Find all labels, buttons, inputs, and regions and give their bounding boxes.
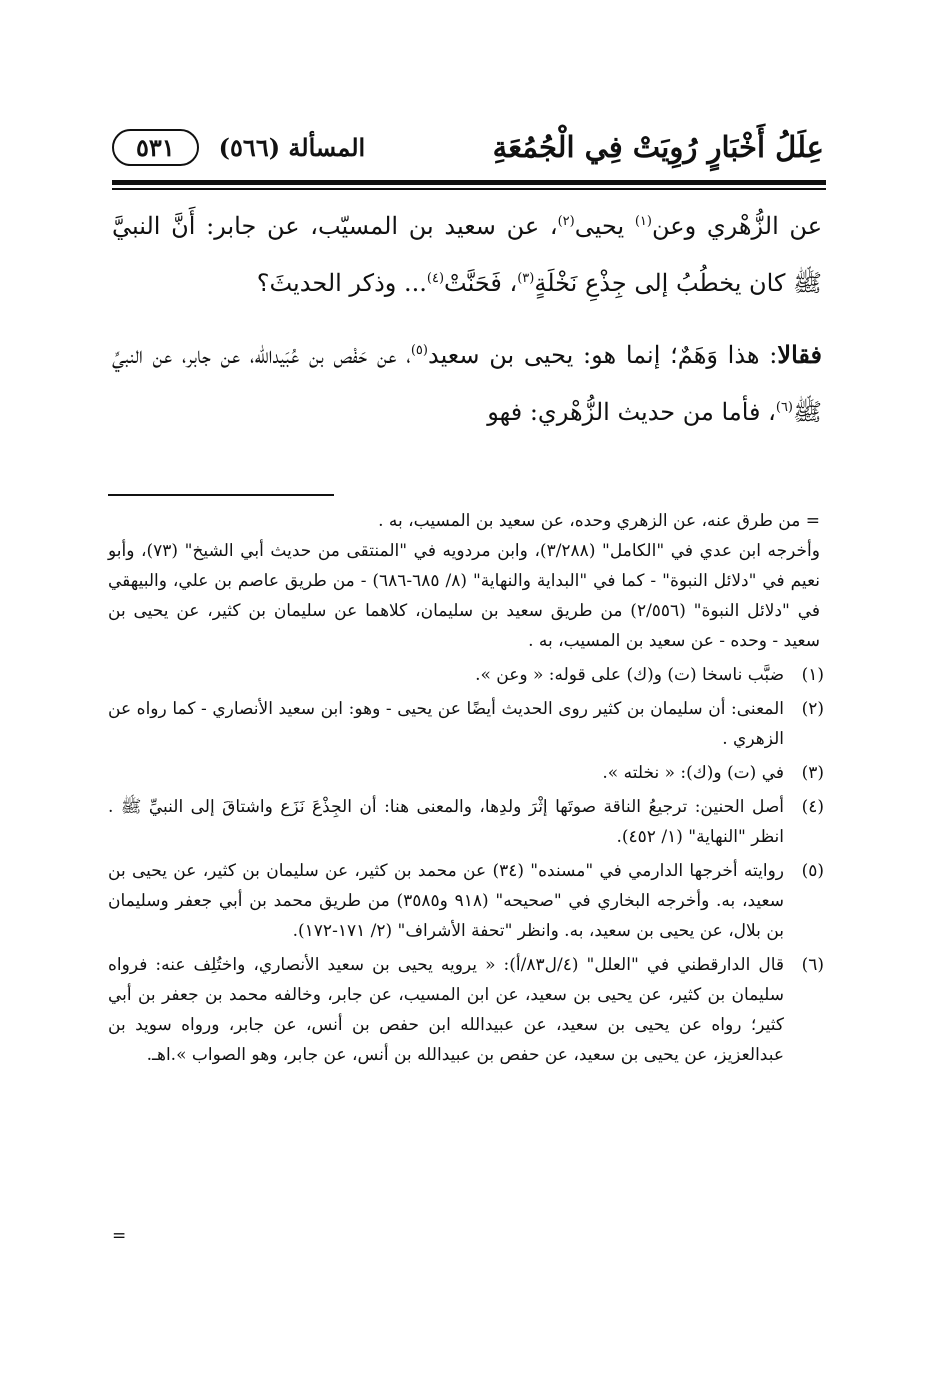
- footnote-ref-6: (٦): [775, 400, 793, 415]
- footnote-divider: [108, 494, 334, 496]
- footnote-4: [108, 792, 824, 852]
- header-rule-thick: [112, 180, 826, 185]
- text-run: ، عن سعيد بن المسيّب، عن جابر: أَنَّ النبيَّ ﷺ كان يخطُبُ إلى جِذْعِ نَخْلَةٍ: [112, 212, 822, 297]
- footnote-text: ضبَّب ناسخا (ت) و(ك) على قوله: « وعن ».: [475, 665, 784, 685]
- header-rule-thin: [112, 188, 826, 190]
- book-title: عِلَلُ أَخْبَارٍ رُوِيَتْ فِي الْجُمُعَةِ: [492, 130, 824, 164]
- footnote-3: [108, 758, 824, 788]
- footnote-5: [108, 856, 824, 946]
- footnote-ref-3: (٣): [517, 271, 535, 286]
- speaker-lead: فقالا: [777, 340, 822, 369]
- footnote-text: في (ت) و(ك): « نخلته ».: [602, 763, 784, 783]
- main-text: [112, 198, 822, 441]
- footnote-number: (٥): [801, 861, 824, 881]
- text-run: عن الزُّهْري وعن: [651, 212, 823, 240]
- main-paragraph-2: [112, 326, 822, 441]
- text-run: ... وذكر الحديثَ؟: [256, 269, 427, 297]
- footnote-ref-2: (٢): [557, 214, 575, 229]
- footnote-2: [108, 694, 824, 754]
- header-meta: [112, 129, 365, 166]
- footnote-continuation-2: وأخرجه ابن عدي في "الكامل" (٣/٢٨٨)، وابن مردويه في "المنتقى من حديث أبي الشيخ" (٧٣)، وأبو نعيم في "دلائل النبوة" - كما في "البداية والنهاية" (٨/ ٦٨٥-٦٨٦) - من طريق عاصم بن علي، والبيهقي في "دلائل النبوة" (٢/٥٥٦) من طريق سعيد بن سليمان، كلاهما عن سليمان بن كثير، عن يحيى بن سعيد - وحده - عن سعيد بن المسيب، به .: [108, 541, 820, 651]
- footnote-1: [108, 660, 824, 690]
- footnotes: [108, 506, 824, 1070]
- text-run: ، عن حَفْص بن عُبَيدالله، عن جابر، عن النبيِّ ﷺ: [112, 341, 822, 426]
- page-header: [112, 118, 824, 176]
- text-run: ، فأما من حديث الزُّهْري: فهو: [487, 398, 776, 426]
- footnote-text: أصل الحنين: ترجيعُ الناقة صوتَها إثْرَ ولدِها، والمعنى هنا: أن الجِذْعَ نَزَع واشتاقَ إلى النبيِّ ﷺ . انظر "النهاية" (١/ ٤٥٢).: [108, 797, 784, 847]
- footnote-number: (٣): [801, 763, 824, 783]
- footnote-number: (٢): [801, 699, 824, 719]
- footnote-number: (١): [801, 665, 824, 685]
- footnote-ref-1: (١): [634, 214, 652, 229]
- footnote-text: المعنى: أن سليمان بن كثير روى الحديث أيضًا عن يحيى - وهو: ابن سعيد الأنصاري - كما رواه عن الزهري .: [108, 699, 784, 749]
- main-paragraph-1: [112, 198, 822, 312]
- text-run: يحيى: [574, 212, 635, 240]
- page-number: ٥٣١: [112, 129, 199, 166]
- footnote-text: روايته أخرجها الدارمي في "مسنده" (٣٤) عن محمد بن كثير، عن سليمان بن كثير، عن يحيى بن سعيد، به. وأخرجه البخاري في "صحيحه" (٩١٨ و٣٥٨٥) من طريق محمد بن أبي جعفر وسليمان بن بلال، عن يحيى بن سعيد، به. وانظر "تحفة الأشراف" (٢/ ١٧١-١٧٢).: [108, 861, 784, 941]
- footnote-ref-5: (٥): [410, 343, 428, 358]
- issue-label: المسألة (٥٦٦): [218, 132, 366, 162]
- footnote-continuation-1: = من طرق عنه، عن الزهري وحده، عن سعيد بن المسيب، به .: [378, 511, 820, 531]
- footnote-number: (٤): [801, 797, 824, 817]
- text-run: ، فَحَنَّتْ: [444, 269, 518, 297]
- footnote-6: [108, 950, 824, 1070]
- text-run: : هذا وَهَمٌ؛ إنما هو: يحيى بن سعيد: [427, 341, 778, 369]
- footnote-number: (٦): [801, 955, 824, 975]
- continues-mark: =: [112, 1226, 127, 1246]
- footnote-text: قال الدارقطني في "العلل" (٤/ل٨٣/أ): « يرويه يحيى بن سعيد الأنصاري، واختُلِف عنه: فرواه سليمان بن كثير، عن يحيى بن سعيد، عن ابن المسيب، عن جابر، وخالفه محمد بن جعفر بن أبي كثير؛ رواه عن يحيى بن سعيد، عن عبيدالله ابن حفص بن أنس، عن جابر، ورواه سويد بن عبدالعزيز، عن يحيى بن سعيد، عن حفص بن عبيدالله بن أنس، عن جابر، وهو الصواب ».اهـ.: [108, 955, 785, 1065]
- footnote-ref-4: (٤): [426, 271, 445, 286]
